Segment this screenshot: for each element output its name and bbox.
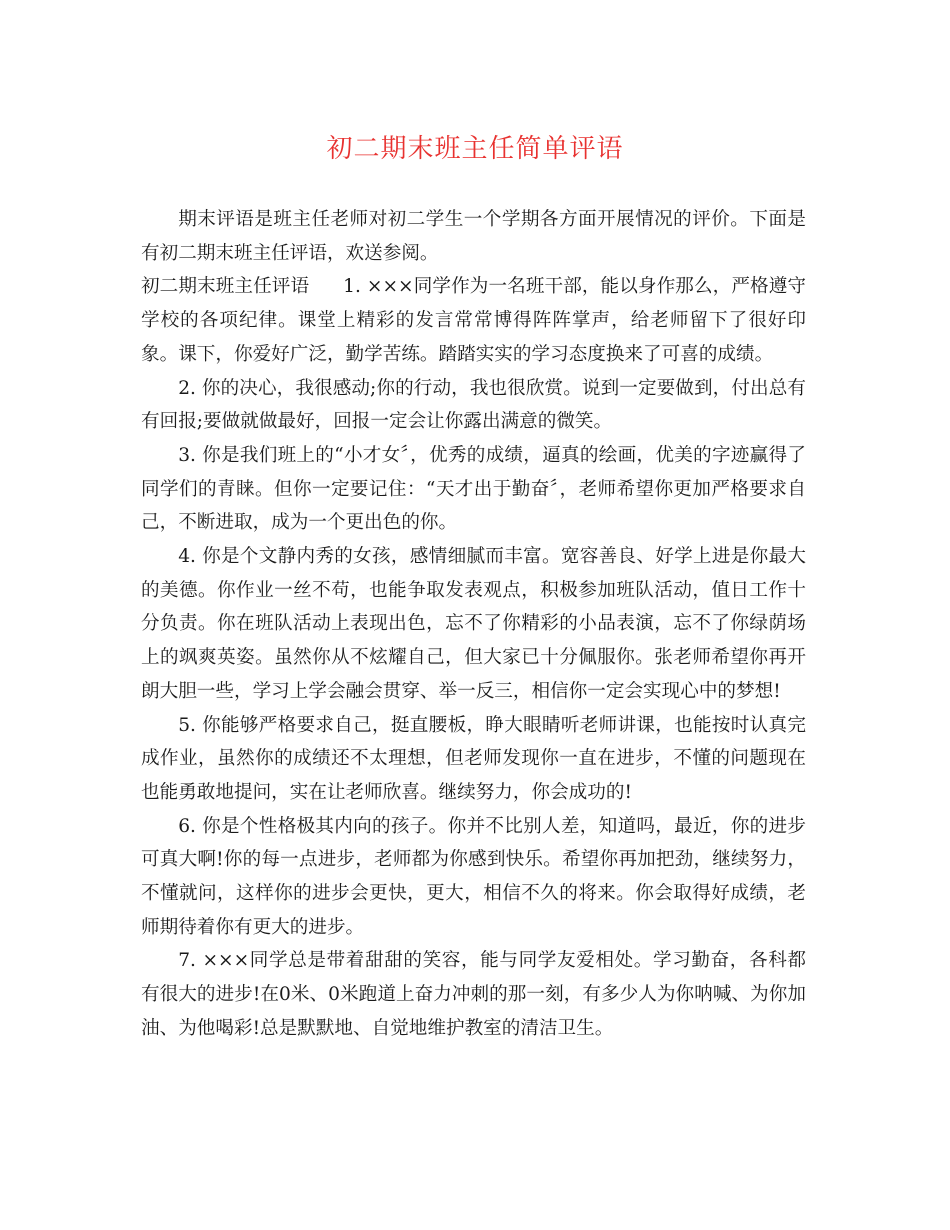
comment-text-1: 1. ×××同学作为一名班干部，能以身作那么，严格遵守学校的各项纪律。课堂上精彩的发言常常博得阵阵掌声，给老师留下了很好印象。课下，你爱好广泛，勤学苦练。踏踏实实的学习态度换来了可喜的成绩。 [141,276,806,365]
intro-paragraph: 期末评语是班主任老师对初二学生一个学期各方面开展情况的评价。下面是有初二期末班主任评语，欢送参阅。 [141,209,806,264]
comment-paragraph-2: 2. 你的决心，我很感动;你的行动，我也很欣赏。说到一定要做到，付出总有有回报;要做就做最好，回报一定会让你露出满意的微笑。 [141,377,806,433]
comment-paragraph-1 [141,270,806,371]
comment-paragraph-3: 3. 你是我们班上的“小才女〞，优秀的成绩，逼真的绘画，优美的字迹赢得了同学们的青睐。但你一定要记住：“天才出于勤奋〞，老师希望你更加严格要求自己，不断进取，成为一个更出色的你。 [141,444,806,534]
comment-paragraph-5: 5. 你能够严格要求自己，挺直腰板，睁大眼睛听老师讲课，也能按时认真完成作业，虽然你的成绩还不太理想，但老师发现你一直在进步，不懂的问题现在也能勇敢地提问，实在让老师欣喜。继续努力，你会成功的! [141,714,806,803]
document-title: 初二期末班主任简单评语 [326,134,624,164]
section-heading: 初二期末班主任评语 [141,276,310,298]
comment-paragraph-7: 7. ×××同学总是带着甜甜的笑容，能与同学友爱相处。学习勤奋，各科都有很大的进步!在0米、0米跑道上奋力冲刺的那一刻，有多少人为你呐喊、为你加油、为他喝彩!总是默默地、自觉地维护教室的清洁卫生。 [141,950,806,1039]
comment-paragraph-4: 4. 你是个文静内秀的女孩，感情细腻而丰富。宽容善良、好学上进是你最大的美德。你作业一丝不苟，也能争取发表观点，积极参加班队活动，值日工作十分负责。你在班队活动上表现出色，忘不了你精彩的小品表演，忘不了你绿荫场上的飒爽英姿。虽然你从不炫耀自己，但大家已十分佩服你。张老师希望你再开朗大胆一些，学习上学会融会贯穿、举一反三，相信你一定会实现心中的梦想! [141,546,806,702]
document-body [141,203,806,1046]
comment-paragraph-6: 6. 你是个性格极其内向的孩子。你并不比别人差，知道吗，最近，你的进步可真大啊!你的每一点进步，老师都为你感到快乐。希望你再加把劲，继续努力，不懂就问，这样你的进步会更快，更大，相信不久的将来。你会取得好成绩，老师期待着你有更大的进步。 [141,815,806,938]
